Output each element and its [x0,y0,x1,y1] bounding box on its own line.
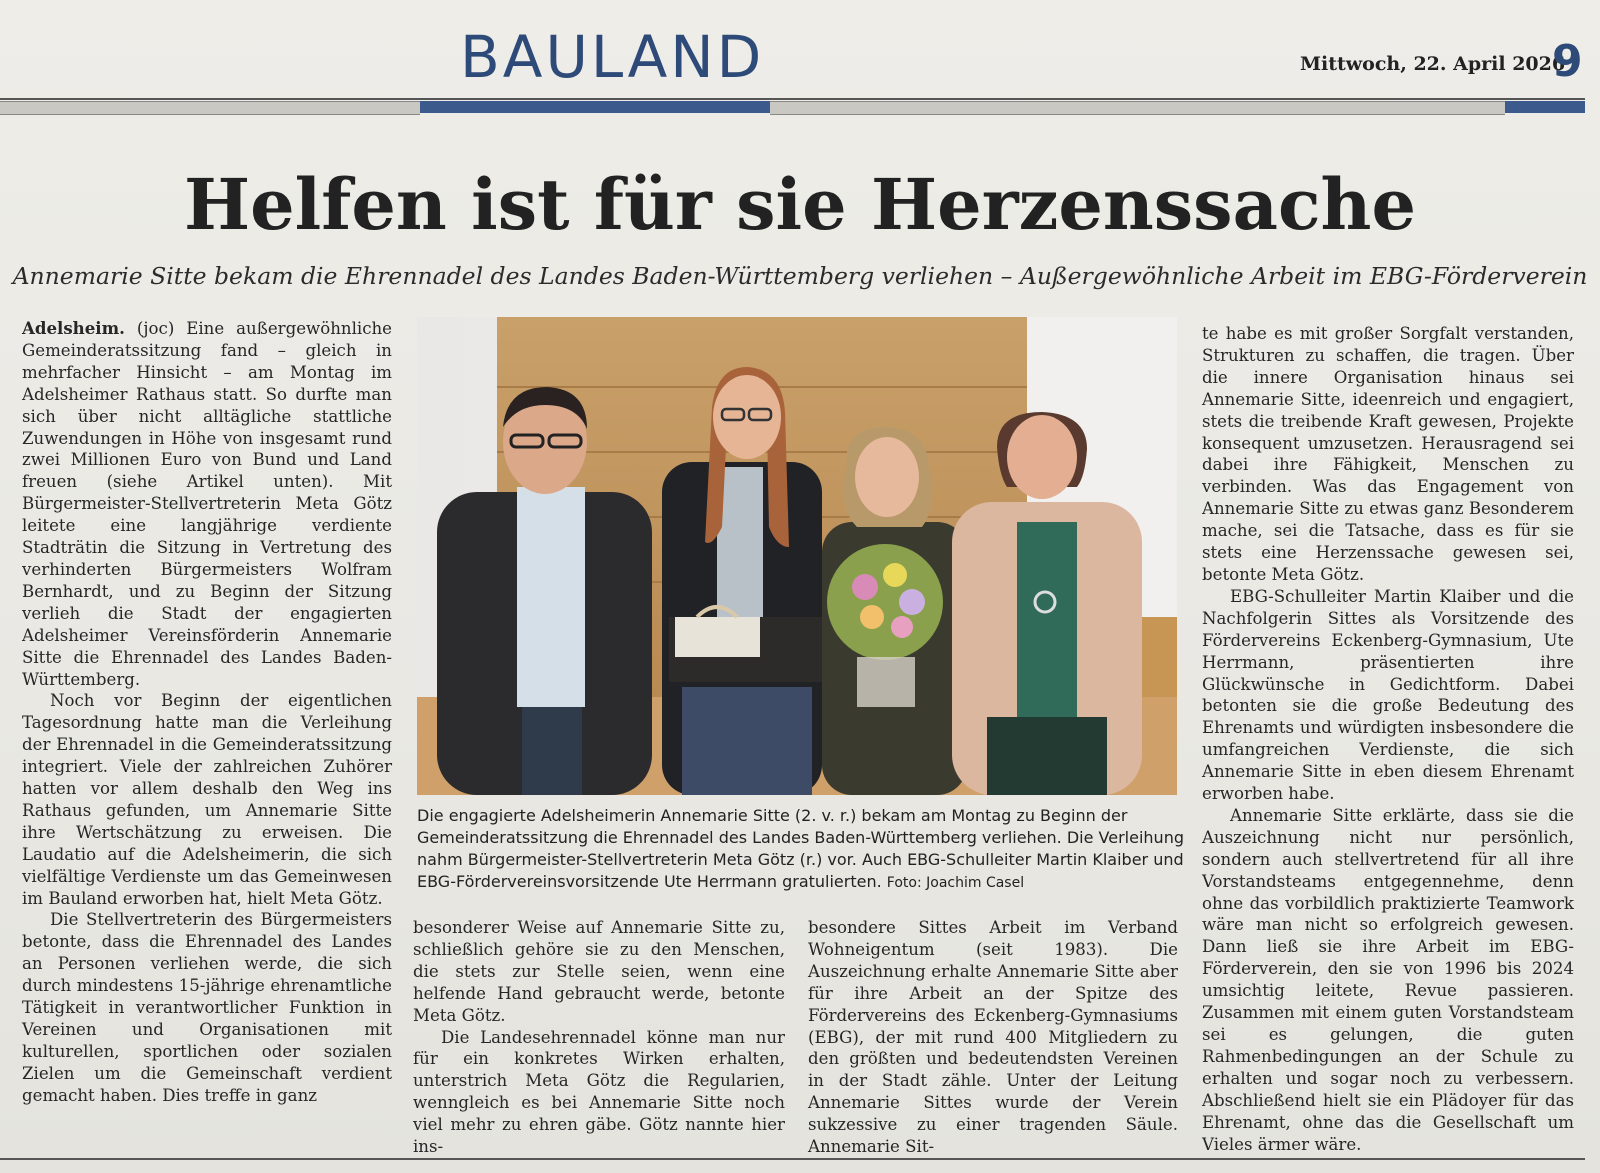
dateline: Adelsheim. [22,318,125,338]
article-photo [417,317,1177,795]
issue-date: Mittwoch, 22. April 2026 [1300,53,1566,75]
footer-rule [0,1158,1585,1160]
photo-credit: Foto: Joachim Casel [886,875,1025,891]
paragraph: Die Stellvertreterin des Bürgermeisters betonte, dass die Ehrennadel des Landes an Personen verliehen werde, die sich durch mindestens 15-jährige ehrenamtliche Tätigkeit in verantwortlicher Funktion in Vereinen und Organisationen mit kulturellen, sportlichen oder sozialen Zielen um die Gemeinschaft verdient gemacht haben. Dies treffe in ganz [22,910,392,1105]
subheadline: Annemarie Sitte bekam die Ehrennadel des Landes Baden-Württemberg verliehen – Außergewöhnliche Arbeit im EBG-Förderverein [12,262,1588,290]
paragraph: EBG-Schulleiter Martin Klaiber und die Nachfolgerin Sittes als Vorsitzende des Fördervereins Eckenberg-Gymnasium, Ute Herrmann, präsentierten ihre Glückwünsche in Gedichtform. Dabei betonten sie die große Bedeutung des Ehrenamts und würdigten insbesondere die umfangreichen Verdienste, die sich Annemarie Sitte in eben diesem Ehrenamt erworben habe. [1202,586,1574,804]
paragraph: te habe es mit großer Sorgfalt verstanden, Strukturen zu schaffen, die tragen. Über die innere Organisation hinaus sei Annemarie Sitte, ideenreich und engagiert, stets die treibende Kraft gewesen, Projekte konsequent umzusetzen. Herausragend sei dabei ihre Fähigkeit, Menschen zu verbinden. Was das Engagement von Annemarie Sitte zu etwas ganz Besonderem mache, sei die Tatsache, dass es für sie stets eine Herzenssache gewesen sei, betonte Meta Götz. [1202,324,1574,584]
photo-illustration [417,317,1177,795]
paragraph: Noch vor Beginn der eigentlichen Tagesordnung hatte man die Verleihung der Ehrennadel in die Gemeinderatssitzung integriert. Viele der zahlreichen Zuhörer hatten vor allem deshalb den Weg ins Rathaus gefunden, um Annemarie Sitte ihre Wertschätzung zu erweisen. Die Laudatio auf die Adelsheimerin, die sich vielfältige Verdienste um das Gemeinwesen im Bauland erworben hat, hielt Meta Götz. [22,691,392,908]
paragraph: Die Landesehrennadel könne man nur für ein konkretes Wirken erhalten, unterstrich Meta Götz die Regularien, wenngleich es bei Annemarie Sitte noch viel mehr zu ehren gäbe. Götz nannte hier ins- [413,1027,785,1157]
paragraph: besondere Sittes Arbeit im Verband Wohneigentum (seit 1983). Die Auszeichnung erhalte Annemarie Sitte aber für ihre Arbeit an der Spitze des Fördervereins des Eckenberg-Gymnasiums (EBG), der mit rund 400 Mitgliedern zu den größten und bedeutendsten Vereinen in der Stadt zähle. Unter der Leitung Annemarie Sittes wurde der Verein sukzessive zu einer tragenden Säule. Annemarie Sit- [808,918,1178,1157]
page-number: 9 [1552,36,1583,87]
paragraph [22,318,392,690]
article-column-4 [1202,323,1574,1155]
paragraph: besonderer Weise auf Annemarie Sitte zu, schließlich gehöre sie zu den Menschen, die stets zur Stelle seien, wenn eine helfende Hand gebraucht werde, betonte Meta Götz. [413,918,785,1025]
article-column-3 [808,917,1178,1158]
header-rule [0,98,1585,100]
paragraph-text: (joc) Eine außergewöhnliche Gemeinderatssitzung fand – gleich in mehrfacher Hinsicht – am Montag im Adelsheimer Rathaus statt. So durfte man sich über nicht alltägliche stattliche Zuwendungen in Höhe von insgesamt rund zwei Millionen Euro von Bund und Land freuen (siehe Artikel unten). Mit Bürgermeister-Stellvertreterin Meta Götz leitete eine langjährige verdiente Stadträtin die Sitzung in Vertretung des verhinderten Bürgermeisters Wolfram Bernhardt, und zu Beginn der Sitzung verlieh die Stadt der engagierten Adelsheimer Vereinsförderin Annemarie Sitte die Ehrennadel des Landes Baden-Württemberg. [22,319,392,689]
section-title: BAULAND [460,23,765,91]
article-column-1 [22,318,392,1107]
photo-caption [417,805,1187,894]
article-column-2 [413,917,785,1158]
header-color-bar [0,101,1585,113]
paragraph: Annemarie Sitte erklärte, dass sie die Auszeichnung nicht nur persönlich, sondern auch stellvertretend für all ihre Vorstandsteams entgegennehme, denn ohne das vorbildlich praktizierte Teamwork wäre man nicht so erfolgreich gewesen. Dann ließ sie ihre Arbeit im EBG-Förderverein, den sie von 1996 bis 2024 umsichtig leitete, Revue passieren. Zusammen mit einem guten Vorstandsteam sei es gelungen, die guten Rahmenbedingungen an der Schule zu erhalten und sogar noch zu verbessern. Abschließend hielt sie ein Plädoyer für das Ehrenamt, ohne das die Gesellschaft um Vieles ärmer wäre. [1202,805,1574,1154]
caption-text: Die engagierte Adelsheimerin Annemarie Sitte (2. v. r.) bekam am Montag zu Beginn der Gemeinderatssitzung die Ehrennadel des Landes Baden-Württemberg verliehen. Die Verleihung nahm Bürgermeister-Stellvertreterin Meta Götz (r.) vor. Auch EBG-Schulleiter Martin Klaiber und EBG-Fördervereinsvorsitzende Ute Herrmann gratulierten. [417,806,1184,891]
headline: Helfen ist für sie Herzenssache [183,163,1416,246]
